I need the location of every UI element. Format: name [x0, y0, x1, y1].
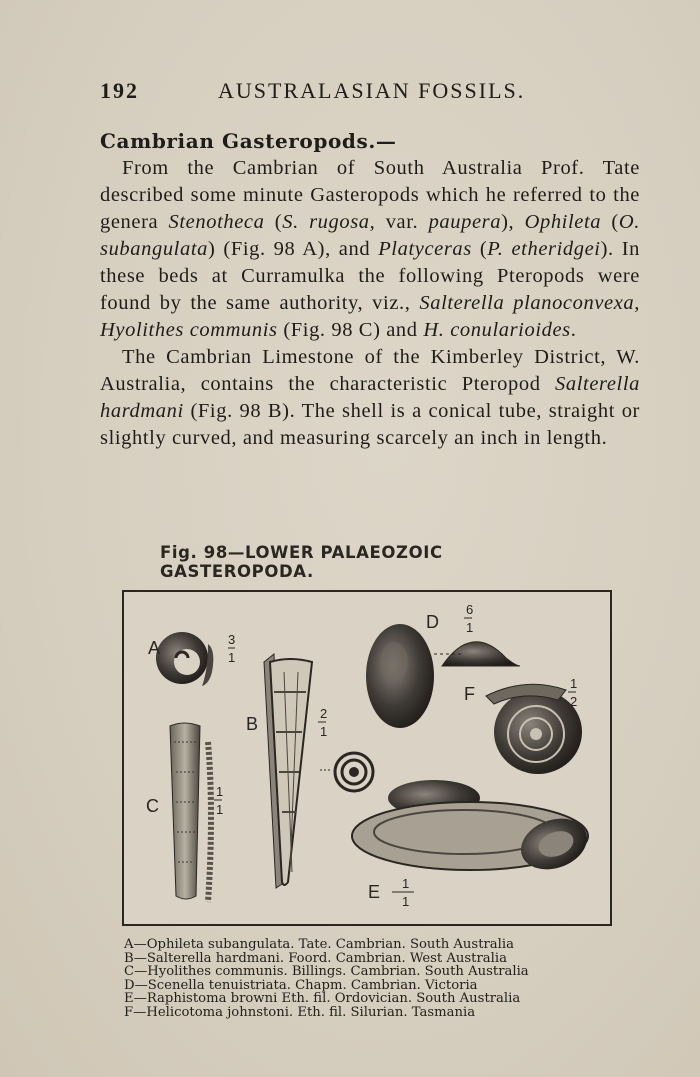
fossil-d-scenella [320, 624, 434, 791]
text-run: ) (Fig. 98 A), and [207, 238, 379, 260]
text-run: ( [471, 238, 488, 260]
text-run: From the Cambrian of South Australia Prof. Tate described some minute Gasteropods which he referred to the genera [100, 157, 640, 233]
label-f: F [464, 684, 475, 704]
species-name: S. rugosa, [282, 211, 376, 233]
caption-line-f: F—Helicotoma johnstoni. Eth. fil. Silurian. Tasmania [124, 1004, 476, 1020]
scale-d-numerator: 6 [466, 602, 474, 617]
scale-a-numerator: 3 [228, 632, 236, 647]
caption-line-e: E—Raphistoma browni Eth. fil. Ordovician. South Australia [124, 991, 521, 1007]
scale-d-denominator: 1 [466, 620, 474, 635]
scale-f-numerator: 1 [570, 676, 578, 691]
fossil-a-ophileta [156, 632, 213, 686]
figure-title: Fig. 98—LOWER PALAEOZOIC GASTEROPODA. [160, 543, 443, 581]
page-number: 192 [100, 78, 139, 103]
caption-line-b: B—Salterella hardmani. Foord. Cambrian. West Australia [124, 950, 507, 966]
label-a: A [148, 638, 161, 658]
fossil-d-side-view [434, 642, 520, 666]
label-e: E [368, 882, 381, 902]
text-run: (Fig. 98 C) and [277, 319, 424, 341]
figure-plate [122, 590, 612, 926]
scale-b-denominator: 1 [320, 724, 328, 739]
scale-c-denominator: 1 [216, 802, 224, 817]
species-name: Salterella planoconvexa, Hyolithes communis [100, 292, 640, 341]
text-run: ), [501, 211, 525, 233]
fossil-c-hyolithes [170, 723, 211, 902]
caption-line-a: A—Ophileta subangulata. Tate. Cambrian. South Australia [124, 937, 514, 952]
text-run: var. [375, 211, 429, 233]
text-run: ). In these beds at Curramulka the following Pteropods were found by the same authority, viz., [100, 238, 641, 314]
scale-b-numerator: 2 [320, 706, 328, 721]
paragraph-2 [100, 344, 640, 452]
scale-e-numerator: 1 [402, 876, 410, 891]
scale-c-numerator: 1 [216, 784, 224, 799]
label-d: D [426, 612, 439, 632]
text-run: The Cambrian Limestone of the Kimberley District, W. Australia, contains the characteristic Pteropod [100, 346, 640, 395]
scale-f-denominator: 2 [570, 694, 578, 709]
section-heading: Cambrian Gasteropods.— [100, 129, 397, 153]
species-name: paupera [428, 211, 502, 233]
text-run: ( [264, 211, 283, 233]
body-text [100, 128, 640, 452]
scale-e-denominator: 1 [402, 894, 410, 909]
fossil-e-raphistoma [352, 780, 594, 878]
caption-line-d: D—Scenella tenuistriata. Chapm. Cambrian. Victoria [124, 977, 478, 993]
species-name: O. subangulata [100, 211, 640, 260]
running-title: AUSTRALASIAN FOSSILS. [218, 78, 526, 103]
text-run: (Fig. 98 B). The shell is a conical tube, straight or slightly curved, and measuring scarcely an inch in length. [100, 400, 640, 449]
species-name: Ophileta [524, 211, 602, 233]
paragraph-1 [100, 155, 640, 344]
fossil-b-salterella [264, 654, 312, 888]
species-name: H. conularioides [423, 319, 571, 341]
scale-a-denominator: 1 [228, 650, 236, 665]
label-c: C [146, 796, 159, 816]
page-header [100, 78, 640, 112]
species-name: Platyceras [378, 238, 472, 260]
fossil-f-helicotoma [486, 684, 582, 774]
caption-line-c: C—Hyolithes communis. Billings. Cambrian. South Australia [124, 964, 529, 980]
figure-caption [124, 938, 624, 1020]
label-b: B [246, 714, 259, 734]
species-name: Salterella hardmani [100, 373, 640, 422]
species-name: Stenotheca [168, 211, 265, 233]
text-run: . [570, 319, 577, 341]
fossil-illustrations [124, 592, 610, 924]
text-run: ( [601, 211, 619, 233]
species-name: P. etheridgei [487, 238, 601, 260]
